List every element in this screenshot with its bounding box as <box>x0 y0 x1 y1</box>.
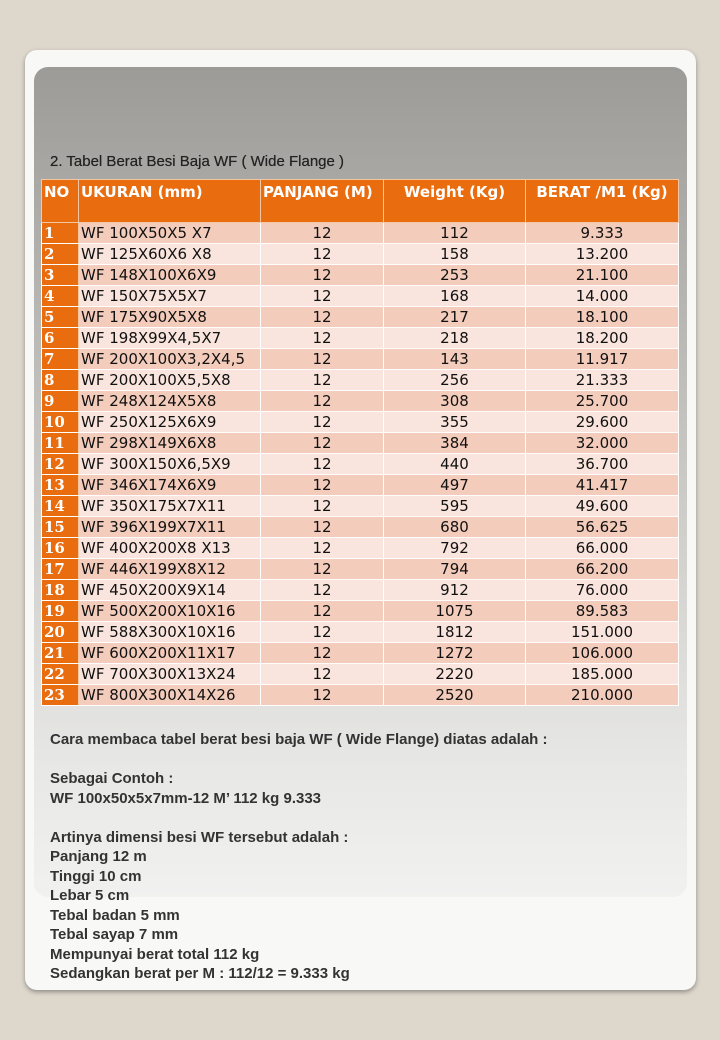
header-panjang: PANJANG (M) <box>261 180 384 223</box>
row-number: 1 <box>42 223 79 244</box>
table-row <box>42 307 679 328</box>
note-line: Panjang 12 m <box>50 848 147 865</box>
row-number: 12 <box>42 454 79 475</box>
table-row <box>42 328 679 349</box>
note-line <box>50 750 670 770</box>
row-length: 12 <box>261 559 384 580</box>
row-length: 12 <box>261 244 384 265</box>
row-number: 23 <box>42 685 79 706</box>
row-weight: 217 <box>384 307 526 328</box>
row-length: 12 <box>261 349 384 370</box>
row-weight: 497 <box>384 475 526 496</box>
header-weight: Weight (Kg) <box>384 180 526 223</box>
row-weight-per-meter: 49.600 <box>526 496 679 517</box>
row-weight: 2520 <box>384 685 526 706</box>
row-weight-per-meter: 21.333 <box>526 370 679 391</box>
row-weight-per-meter: 32.000 <box>526 433 679 454</box>
table-row <box>42 475 679 496</box>
row-weight-per-meter: 66.000 <box>526 538 679 559</box>
row-weight-per-meter: 18.100 <box>526 307 679 328</box>
row-weight: 1075 <box>384 601 526 622</box>
row-weight: 1812 <box>384 622 526 643</box>
row-number: 19 <box>42 601 79 622</box>
note-line: Sedangkan berat per M : 112/12 = 9.333 kg <box>50 965 350 982</box>
row-number: 7 <box>42 349 79 370</box>
row-length: 12 <box>261 664 384 685</box>
row-number: 14 <box>42 496 79 517</box>
row-length: 12 <box>261 370 384 391</box>
row-size: WF 148X100X6X9 <box>79 265 261 286</box>
row-number: 10 <box>42 412 79 433</box>
row-length: 12 <box>261 454 384 475</box>
row-size: WF 150X75X5X7 <box>79 286 261 307</box>
row-number: 3 <box>42 265 79 286</box>
row-number: 13 <box>42 475 79 496</box>
wf-weight-table <box>41 179 679 706</box>
row-weight: 440 <box>384 454 526 475</box>
table-row <box>42 265 679 286</box>
row-number: 16 <box>42 538 79 559</box>
row-number: 11 <box>42 433 79 454</box>
row-length: 12 <box>261 286 384 307</box>
row-weight: 308 <box>384 391 526 412</box>
note-line: Cara membaca tabel berat besi baja WF ( Wide Flange) diatas adalah : <box>50 731 548 748</box>
row-number: 20 <box>42 622 79 643</box>
header-ukuran: UKURAN (mm) <box>79 180 261 223</box>
row-size: WF 450X200X9X14 <box>79 580 261 601</box>
row-weight: 143 <box>384 349 526 370</box>
row-length: 12 <box>261 265 384 286</box>
row-number: 21 <box>42 643 79 664</box>
note-line: Sebagai Contoh : <box>50 770 174 787</box>
note-line <box>50 808 670 828</box>
row-weight: 168 <box>384 286 526 307</box>
row-size: WF 198X99X4,5X7 <box>79 328 261 349</box>
row-length: 12 <box>261 601 384 622</box>
row-number: 22 <box>42 664 79 685</box>
row-length: 12 <box>261 643 384 664</box>
page-title: 2. Tabel Berat Besi Baja WF ( Wide Flange ) <box>50 153 345 170</box>
row-weight: 595 <box>384 496 526 517</box>
row-length: 12 <box>261 412 384 433</box>
row-size: WF 298X149X6X8 <box>79 433 261 454</box>
note-line: Artinya dimensi besi WF tersebut adalah : <box>50 828 349 846</box>
row-length: 12 <box>261 580 384 601</box>
row-weight-per-meter: 210.000 <box>526 685 679 706</box>
table-row <box>42 244 679 265</box>
note-line: Tebal sayap 7 mm <box>50 926 179 943</box>
table-row <box>42 622 679 643</box>
row-weight: 2220 <box>384 664 526 685</box>
row-weight-per-meter: 14.000 <box>526 286 679 307</box>
row-weight-per-meter: 185.000 <box>526 664 679 685</box>
row-weight-per-meter: 66.200 <box>526 559 679 580</box>
row-weight: 158 <box>384 244 526 265</box>
table-row <box>42 412 679 433</box>
table-row <box>42 391 679 412</box>
row-number: 2 <box>42 244 79 265</box>
row-number: 15 <box>42 517 79 538</box>
row-length: 12 <box>261 622 384 643</box>
row-number: 18 <box>42 580 79 601</box>
row-weight-per-meter: 89.583 <box>526 601 679 622</box>
table-row <box>42 601 679 622</box>
row-weight: 112 <box>384 223 526 244</box>
row-size: WF 248X124X5X8 <box>79 391 261 412</box>
row-weight: 1272 <box>384 643 526 664</box>
row-weight: 792 <box>384 538 526 559</box>
table-row <box>42 580 679 601</box>
note-line: Mempunyai berat total 112 kg <box>50 945 260 963</box>
row-weight-per-meter: 56.625 <box>526 517 679 538</box>
row-weight-per-meter: 21.100 <box>526 265 679 286</box>
table-header-row <box>42 180 679 223</box>
row-weight-per-meter: 76.000 <box>526 580 679 601</box>
row-length: 12 <box>261 517 384 538</box>
reading-notes <box>50 730 670 984</box>
row-weight-per-meter: 151.000 <box>526 622 679 643</box>
row-length: 12 <box>261 475 384 496</box>
table-row <box>42 559 679 580</box>
row-size: WF 396X199X7X11 <box>79 517 261 538</box>
row-size: WF 200X100X5,5X8 <box>79 370 261 391</box>
row-length: 12 <box>261 433 384 454</box>
row-weight-per-meter: 13.200 <box>526 244 679 265</box>
note-line: Tinggi 10 cm <box>50 867 142 885</box>
row-weight: 218 <box>384 328 526 349</box>
row-weight: 253 <box>384 265 526 286</box>
row-weight: 912 <box>384 580 526 601</box>
header-berat: BERAT /M1 (Kg) <box>526 180 679 223</box>
row-size: WF 600X200X11X17 <box>79 643 261 664</box>
row-weight-per-meter: 41.417 <box>526 475 679 496</box>
table-row <box>42 454 679 475</box>
note-line: WF 100x50x5x7mm-12 M’ 112 kg 9.333 <box>50 789 322 807</box>
row-length: 12 <box>261 391 384 412</box>
row-weight-per-meter: 36.700 <box>526 454 679 475</box>
row-size: WF 350X175X7X11 <box>79 496 261 517</box>
row-size: WF 400X200X8 X13 <box>79 538 261 559</box>
row-length: 12 <box>261 328 384 349</box>
row-size: WF 588X300X10X16 <box>79 622 261 643</box>
table-row <box>42 370 679 391</box>
row-weight: 384 <box>384 433 526 454</box>
row-number: 4 <box>42 286 79 307</box>
row-weight: 794 <box>384 559 526 580</box>
table-row <box>42 517 679 538</box>
row-length: 12 <box>261 496 384 517</box>
row-length: 12 <box>261 223 384 244</box>
note-line: Tebal badan 5 mm <box>50 906 180 924</box>
row-length: 12 <box>261 538 384 559</box>
table-row <box>42 643 679 664</box>
table-row <box>42 685 679 706</box>
table-row <box>42 496 679 517</box>
row-weight-per-meter: 25.700 <box>526 391 679 412</box>
row-size: WF 175X90X5X8 <box>79 307 261 328</box>
row-size: WF 500X200X10X16 <box>79 601 261 622</box>
row-size: WF 800X300X14X26 <box>79 685 261 706</box>
row-weight: 355 <box>384 412 526 433</box>
row-size: WF 125X60X6 X8 <box>79 244 261 265</box>
row-weight-per-meter: 11.917 <box>526 349 679 370</box>
row-size: WF 446X199X8X12 <box>79 559 261 580</box>
row-size: WF 300X150X6,5X9 <box>79 454 261 475</box>
row-weight-per-meter: 9.333 <box>526 223 679 244</box>
row-size: WF 200X100X3,2X4,5 <box>79 349 261 370</box>
row-size: WF 250X125X6X9 <box>79 412 261 433</box>
row-number: 17 <box>42 559 79 580</box>
row-size: WF 100X50X5 X7 <box>79 223 261 244</box>
table-row <box>42 286 679 307</box>
header-no: NO <box>42 180 79 223</box>
table-row <box>42 433 679 454</box>
row-weight-per-meter: 29.600 <box>526 412 679 433</box>
row-weight: 256 <box>384 370 526 391</box>
table-row <box>42 349 679 370</box>
row-weight-per-meter: 18.200 <box>526 328 679 349</box>
row-number: 9 <box>42 391 79 412</box>
row-size: WF 700X300X13X24 <box>79 664 261 685</box>
row-number: 6 <box>42 328 79 349</box>
table-row <box>42 223 679 244</box>
row-weight: 680 <box>384 517 526 538</box>
row-weight-per-meter: 106.000 <box>526 643 679 664</box>
row-length: 12 <box>261 307 384 328</box>
note-line: Lebar 5 cm <box>50 887 130 904</box>
row-size: WF 346X174X6X9 <box>79 475 261 496</box>
table-row <box>42 664 679 685</box>
row-length: 12 <box>261 685 384 706</box>
table-row <box>42 538 679 559</box>
row-number: 5 <box>42 307 79 328</box>
row-number: 8 <box>42 370 79 391</box>
